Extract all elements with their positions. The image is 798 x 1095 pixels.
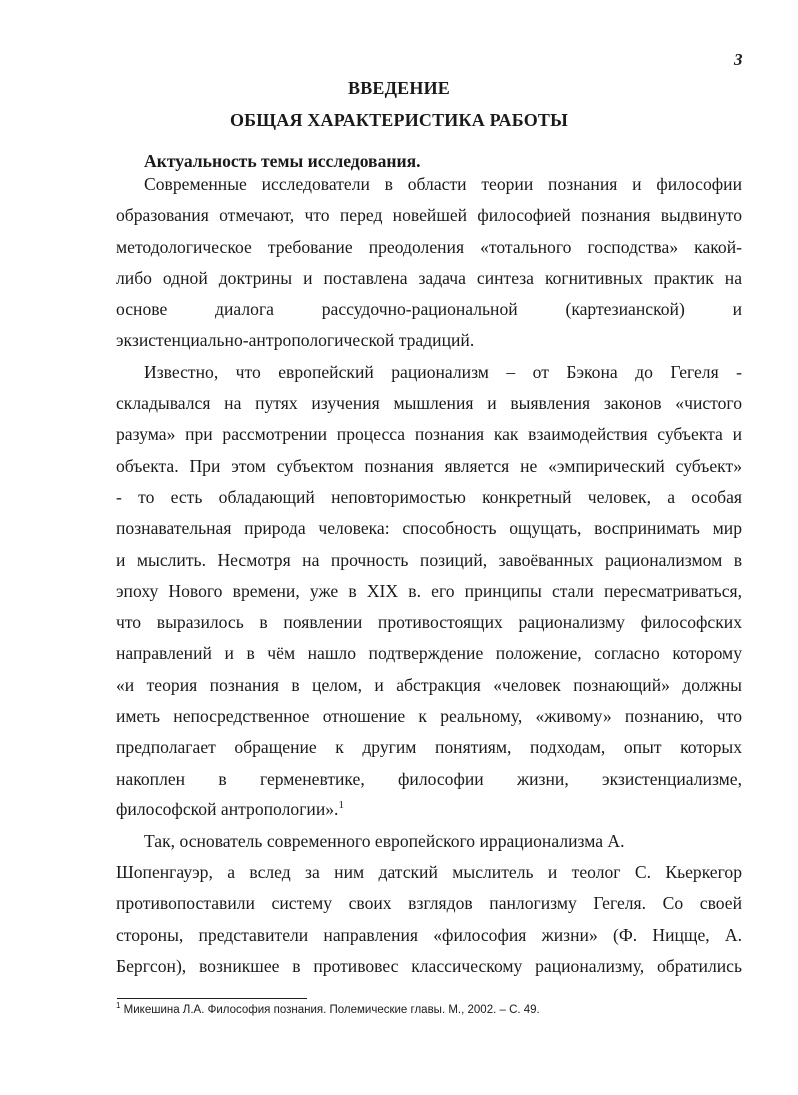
text-line: Бергсон), возникшее в противовес классическому рационализму, обратились: [116, 956, 742, 976]
text-line: философской антропологии».: [116, 799, 339, 819]
text-line: объекта. При этом субъектом познания является не «эмпирический субъект»: [116, 456, 742, 476]
footnote-number: 1: [116, 1001, 121, 1011]
page-number: 3: [734, 50, 743, 69]
text-line: противопоставили систему своих взглядов панлогизму Гегеля. Со своей: [116, 893, 742, 913]
text-line: стороны, представители направления «философия жизни» (Ф. Ницще, А.: [116, 925, 742, 945]
footnote-text: Микешина Л.А. Философия познания. Полемические главы. М., 2002. – С. 49.: [123, 1004, 540, 1016]
text-line: Шопенгауэр, а вслед за ним датский мыслитель и теолог С. Кьеркегор: [116, 862, 742, 882]
text-line: экзистенциально-антропологической традиций.: [116, 330, 475, 350]
text-line: эпоху Нового времени, уже в XIX в. его принципы стали пересматриваться,: [116, 581, 742, 601]
footnote-divider: [117, 998, 307, 999]
text-line: познавательная природа человека: способность ощущать, воспринимать мир: [116, 518, 742, 538]
text-line: разума» при рассмотрении процесса познания как взаимодействия субъекта и: [116, 424, 742, 444]
footnote-ref[interactable]: 1: [338, 799, 344, 812]
text-line: либо одной доктрины и поставлена задача синтеза когнитивных практик на: [116, 268, 742, 288]
text-line: складывался на путях изучения мышления и выявления законов «чистого: [116, 393, 742, 413]
chapter-subheading: ОБЩАЯ ХАРАКТЕРИСТИКА РАБОТЫ: [229, 110, 569, 130]
text-line: Современные исследователи в области теории познания и философии: [144, 174, 742, 194]
text-line: накоплен в герменевтике, философии жизни, экзистенциализме,: [116, 769, 742, 789]
text-line: - то есть обладающий неповторимостью конкретный человек, а особая: [116, 487, 742, 507]
section-title: Актуальность темы исследования.: [144, 151, 421, 171]
text-line-with-footnote: [116, 798, 742, 820]
text-line: Известно, что европейский рационализм – от Бэкона до Гегеля -: [144, 362, 742, 382]
chapter-heading: ВВЕДЕНИЕ: [347, 78, 450, 98]
text-line: направлений и в чём нашло подтверждение положение, согласно которому: [116, 643, 742, 663]
text-line: иметь непосредственное отношение к реальному, «живому» познанию, что: [116, 706, 742, 726]
text-line: и мыслить. Несмотря на прочность позиций, завоёванных рационализмом в: [116, 550, 742, 570]
text-line: основе диалога рассудочно-рациональной (картезианской) и: [116, 299, 742, 319]
text-line: что выразилось в появлении противостоящих рационализму философских: [116, 612, 742, 632]
text-line: предполагает обращение к другим понятиям, подходам, опыт которых: [116, 737, 742, 757]
footnote: [116, 1001, 540, 1016]
text-line: Так, основатель современного европейского иррационализма А.: [144, 831, 625, 851]
text-line: «и теория познания в целом, и абстракция «человек познающий» должны: [116, 675, 742, 695]
text-line: методологическое требование преодоления «тотального господства» какой-: [116, 237, 742, 257]
text-line: образования отмечают, что перед новейшей философией познания выдвинуто: [116, 205, 742, 225]
